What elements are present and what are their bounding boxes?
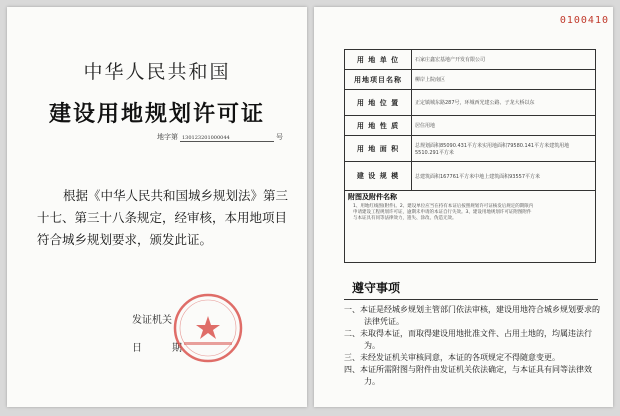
certno-value: 130123201000044 [180, 135, 274, 142]
issuer-label: 发证机关 [132, 315, 172, 326]
table-row [345, 136, 596, 162]
certno-label: 地字第 [157, 133, 178, 141]
notice-title: 遵守事项 [352, 281, 401, 295]
table-row [345, 90, 596, 116]
row-label: 用 地 单 位 [345, 50, 412, 70]
row-label: 用 地 面 积 [345, 136, 412, 162]
row-label: 用 地 性 质 [345, 116, 412, 136]
notice-item: 四、本证所需附图与附件由发证机关依法确定，与本证具有同等法律效力。 [344, 365, 592, 386]
row-label: 用 地 位 置 [345, 90, 412, 116]
serial-number: 0100410 [559, 15, 609, 26]
certificate-title: 建设用地规划许可证 [48, 101, 265, 127]
official-seal-stamp [172, 292, 244, 364]
annex-box [344, 190, 596, 263]
notice-list [344, 304, 600, 388]
certno-suffix: 号 [276, 133, 283, 141]
row-value: 石家庄鑫宏基地产开发有限公司 [412, 50, 596, 70]
notice-item: 三、未经发证机关审核同意，本证的各项规定不得随意变更。 [344, 353, 560, 362]
notice-item: 一、本证是经城乡规划主管部门依法审核，建设用地符合城乡规划要求的法律凭证。 [344, 305, 600, 326]
row-value: 正定镇城东路287号，环城西光建公路、子龙大桥以东 [412, 90, 596, 116]
certificate-detail-page [314, 7, 613, 407]
certificate-number [157, 132, 283, 142]
date-char-2: 期 [172, 343, 182, 354]
table-row [345, 70, 596, 90]
notice-item: 二、未取得本证，而取得建设用地批准文件、占用土地的，均属违法行为。 [344, 329, 592, 350]
legal-basis-paragraph: 根据《中华人民共和国城乡规划法》第三十七、第三十八条规定，经审核，本用地项目符合城乡规划要求，颁发此证。 [37, 188, 289, 247]
row-value: 柳岸上院南区 [412, 70, 596, 90]
row-label: 用地项目名称 [345, 70, 412, 90]
annex-title: 附图及附件名称 [348, 193, 397, 201]
row-label: 建 设 规 模 [345, 162, 412, 191]
certificate-cover-page [7, 7, 307, 407]
table-row [345, 116, 596, 136]
annex-line: 1、用地红线图(附件)。2、建设单位应当在持有本证后按照规划许可证核发后规定的期限内 [353, 204, 534, 209]
project-info-table [344, 49, 596, 191]
date-char-1: 日 [132, 343, 142, 354]
row-value: 总建筑面积167761平方米中地上建筑面积93557平方米 [412, 162, 596, 191]
table-row [345, 162, 596, 191]
country-name: 中华人民共和国 [83, 61, 231, 83]
row-value: 居住用地 [412, 116, 596, 136]
row-value: 总规划面积85090.431平方米实用地面积79580.141平方米建筑用地5510.291平方米 [412, 136, 596, 162]
annex-line: 申请建设工程规划许可证，逾期未申请的本证自行失效。3、建设用地规划许可证附图附件 [353, 210, 532, 215]
divider [344, 299, 598, 300]
table-row [345, 50, 596, 70]
annex-line: 与本证具有同等法律效力，遗失、涂改、伪造无效。 [353, 216, 457, 221]
